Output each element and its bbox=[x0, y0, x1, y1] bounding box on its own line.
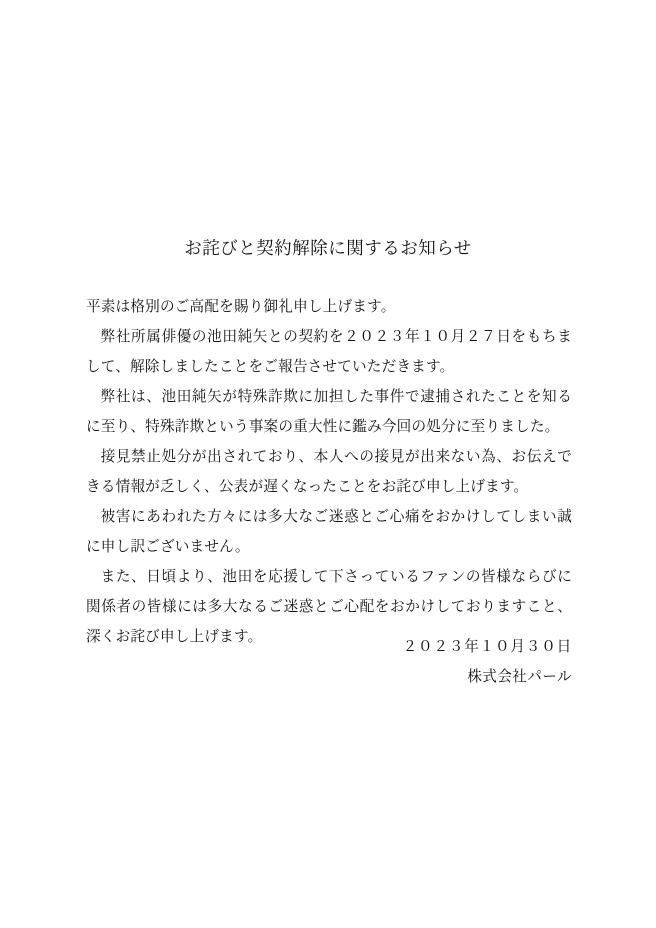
paragraph: また、日頃より、池田を応援して下さっているファンの皆様ならびに関係者の皆様には多大なるご迷惑とご心配をおかけしておりますこと、深くお詫び申し上げます。 bbox=[86, 569, 572, 645]
signature-block bbox=[86, 632, 572, 692]
paragraph: 接見禁止処分が出されており、本人への接見が出来ない為、お伝えできる情報が乏しく、公表が遅くなったことをお詫び申し上げます。 bbox=[86, 449, 572, 495]
document-body bbox=[86, 292, 572, 652]
signature-company: 株式会社パール bbox=[467, 669, 572, 685]
paragraph: 弊社は、池田純矢が特殊詐欺に加担した事件で逮捕されたことを知るに至り、特殊詐欺という事案の重大性に鑑み今回の処分に至りました。 bbox=[86, 389, 572, 435]
signature-date: ２０２３年１０月３０日 bbox=[402, 639, 572, 655]
page-title: お詫びと契約解除に関するお知らせ bbox=[184, 238, 472, 258]
paragraph: 平素は格別のご高配を賜り御礼申し上げます。 bbox=[86, 299, 396, 315]
paragraph: 被害にあわれた方々には多大なご迷惑とご心痛をおかけしてしまい誠に申し訳ございません。 bbox=[86, 509, 572, 555]
paragraph: 弊社所属俳優の池田純矢との契約を２０２３年１０月２７日をもちまして、解除しましたことをご報告させていただきます。 bbox=[86, 329, 572, 375]
